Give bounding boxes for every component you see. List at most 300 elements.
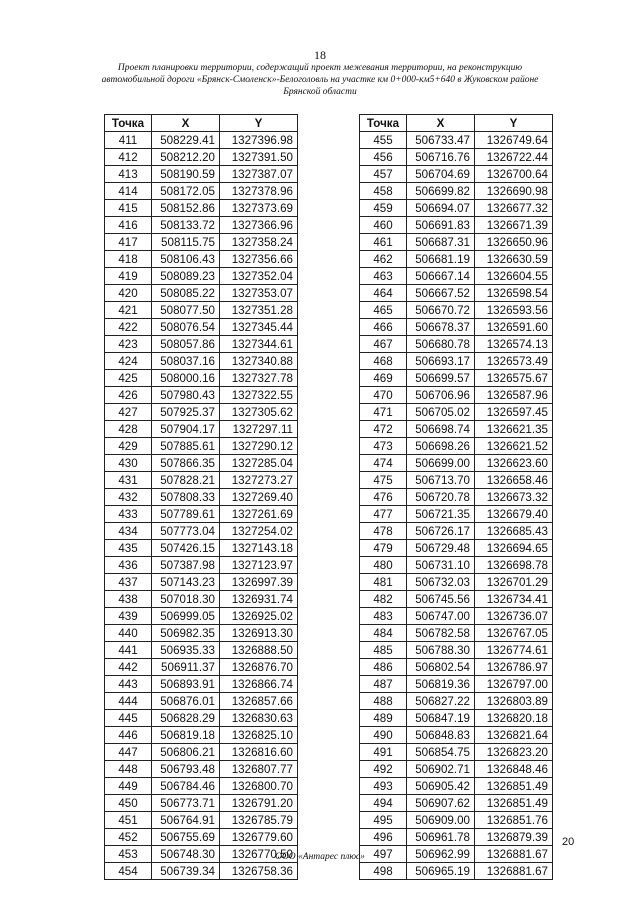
y-coordinate: 1326671.39 (475, 217, 553, 234)
table-row (105, 438, 298, 455)
y-coordinate: 1327305.62 (220, 404, 298, 421)
x-coordinate: 507773.04 (152, 523, 220, 540)
y-coordinate: 1327352.04 (220, 268, 298, 285)
y-coordinate: 1326598.54 (475, 285, 553, 302)
x-coordinate: 506670.72 (407, 302, 475, 319)
point-number: 473 (360, 438, 407, 455)
table-row (360, 642, 553, 659)
y-coordinate: 1326736.07 (475, 608, 553, 625)
point-number: 453 (105, 846, 152, 863)
point-number: 423 (105, 336, 152, 353)
point-number: 411 (105, 132, 152, 149)
table-row (105, 353, 298, 370)
y-coordinate: 1326673.32 (475, 489, 553, 506)
y-coordinate: 1327366.96 (220, 217, 298, 234)
point-number: 430 (105, 455, 152, 472)
x-coordinate: 506729.48 (407, 540, 475, 557)
point-number: 454 (105, 863, 152, 880)
table-row (360, 370, 553, 387)
y-coordinate: 1326925.02 (220, 608, 298, 625)
point-number: 475 (360, 472, 407, 489)
table-row (360, 251, 553, 268)
y-coordinate: 1327273.27 (220, 472, 298, 489)
x-coordinate: 506911.37 (152, 659, 220, 676)
x-coordinate: 508037.16 (152, 353, 220, 370)
x-coordinate: 506691.83 (407, 217, 475, 234)
y-coordinate: 1326881.67 (475, 846, 553, 863)
y-coordinate: 1326700.64 (475, 166, 553, 183)
table-row (105, 863, 298, 880)
x-coordinate: 506678.37 (407, 319, 475, 336)
point-number: 446 (105, 727, 152, 744)
x-coordinate: 506905.42 (407, 778, 475, 795)
point-number: 448 (105, 761, 152, 778)
x-coordinate: 506784.46 (152, 778, 220, 795)
y-coordinate: 1327373.69 (220, 200, 298, 217)
point-number: 468 (360, 353, 407, 370)
x-coordinate: 508212.20 (152, 149, 220, 166)
x-coordinate: 506827.22 (407, 693, 475, 710)
point-number: 479 (360, 540, 407, 557)
y-coordinate: 1326785.79 (220, 812, 298, 829)
point-number: 486 (360, 659, 407, 676)
point-number: 498 (360, 863, 407, 880)
point-number: 452 (105, 829, 152, 846)
x-coordinate: 507925.37 (152, 404, 220, 421)
x-coordinate: 508172.05 (152, 183, 220, 200)
table-row (105, 200, 298, 217)
x-coordinate: 506748.30 (152, 846, 220, 863)
point-number: 415 (105, 200, 152, 217)
x-coordinate: 506893.91 (152, 676, 220, 693)
point-number: 465 (360, 302, 407, 319)
y-coordinate: 1326591.60 (475, 319, 553, 336)
x-coordinate: 506720.78 (407, 489, 475, 506)
y-coordinate: 1327391.50 (220, 149, 298, 166)
y-coordinate: 1327322.55 (220, 387, 298, 404)
table-row (105, 132, 298, 149)
table-row (105, 234, 298, 251)
y-coordinate: 1326816.60 (220, 744, 298, 761)
table-row (360, 285, 553, 302)
x-coordinate: 507143.23 (152, 574, 220, 591)
table-row (105, 183, 298, 200)
table-row (360, 523, 553, 540)
point-number: 461 (360, 234, 407, 251)
table-row (105, 574, 298, 591)
y-coordinate: 1326690.98 (475, 183, 553, 200)
document-header (100, 62, 540, 98)
point-number: 488 (360, 693, 407, 710)
table-row (360, 404, 553, 421)
y-coordinate: 1326677.32 (475, 200, 553, 217)
table-row (360, 217, 553, 234)
x-coordinate: 506667.14 (407, 268, 475, 285)
point-number: 496 (360, 829, 407, 846)
y-coordinate: 1327345.44 (220, 319, 298, 336)
x-coordinate: 508106.43 (152, 251, 220, 268)
x-coordinate: 506793.48 (152, 761, 220, 778)
table-row (105, 608, 298, 625)
y-coordinate: 1326851.49 (475, 778, 553, 795)
y-coordinate: 1326997.39 (220, 574, 298, 591)
table-row (105, 812, 298, 829)
point-number: 429 (105, 438, 152, 455)
table-row (360, 234, 553, 251)
table-row (105, 149, 298, 166)
x-coordinate: 508152.86 (152, 200, 220, 217)
point-number: 425 (105, 370, 152, 387)
x-coordinate: 507808.33 (152, 489, 220, 506)
table-row (360, 200, 553, 217)
y-coordinate: 1326851.76 (475, 812, 553, 829)
x-coordinate: 506999.05 (152, 608, 220, 625)
point-number: 487 (360, 676, 407, 693)
x-coordinate: 506705.02 (407, 404, 475, 421)
y-coordinate: 1326913.30 (220, 625, 298, 642)
y-coordinate: 1326931.74 (220, 591, 298, 608)
y-coordinate: 1327285.04 (220, 455, 298, 472)
point-number: 432 (105, 489, 152, 506)
table-row (360, 608, 553, 625)
point-number: 484 (360, 625, 407, 642)
x-coordinate: 506747.00 (407, 608, 475, 625)
x-coordinate: 507828.21 (152, 472, 220, 489)
x-coordinate: 507387.98 (152, 557, 220, 574)
y-coordinate: 1326734.41 (475, 591, 553, 608)
x-coordinate: 506773.71 (152, 795, 220, 812)
point-number: 450 (105, 795, 152, 812)
x-coordinate: 507789.61 (152, 506, 220, 523)
table-row (360, 812, 553, 829)
table-row (360, 574, 553, 591)
document-footer: ООО «Антарес плюс» (275, 852, 365, 862)
x-coordinate: 506694.07 (407, 200, 475, 217)
table-row (360, 455, 553, 472)
y-coordinate: 1326807.77 (220, 761, 298, 778)
y-coordinate: 1326786.97 (475, 659, 553, 676)
point-number: 485 (360, 642, 407, 659)
point-number: 459 (360, 200, 407, 217)
point-number: 436 (105, 557, 152, 574)
x-coordinate: 506962.99 (407, 846, 475, 863)
table-row (105, 727, 298, 744)
x-coordinate: 506704.69 (407, 166, 475, 183)
table-row (105, 489, 298, 506)
y-coordinate: 1326779.60 (220, 829, 298, 846)
x-coordinate: 506706.96 (407, 387, 475, 404)
y-coordinate: 1327387.07 (220, 166, 298, 183)
x-coordinate: 506935.33 (152, 642, 220, 659)
table-row (360, 183, 553, 200)
y-coordinate: 1326791.20 (220, 795, 298, 812)
x-coordinate: 506745.56 (407, 591, 475, 608)
table-row (360, 557, 553, 574)
x-coordinate: 508190.59 (152, 166, 220, 183)
point-number: 412 (105, 149, 152, 166)
y-coordinate: 1326803.89 (475, 693, 553, 710)
x-coordinate: 506782.58 (407, 625, 475, 642)
y-coordinate: 1327340.88 (220, 353, 298, 370)
point-number: 422 (105, 319, 152, 336)
y-coordinate: 1326800.70 (220, 778, 298, 795)
point-number: 437 (105, 574, 152, 591)
table-row (105, 319, 298, 336)
x-coordinate: 506907.62 (407, 795, 475, 812)
x-coordinate: 506667.52 (407, 285, 475, 302)
point-number: 481 (360, 574, 407, 591)
point-number: 447 (105, 744, 152, 761)
table-row (360, 778, 553, 795)
table-row (360, 795, 553, 812)
x-coordinate: 508057.86 (152, 336, 220, 353)
table-row (105, 642, 298, 659)
y-coordinate: 1326575.67 (475, 370, 553, 387)
y-coordinate: 1326830.63 (220, 710, 298, 727)
table-row (360, 166, 553, 183)
x-coordinate: 508077.50 (152, 302, 220, 319)
table-row (105, 625, 298, 642)
table-row (105, 421, 298, 438)
y-coordinate: 1327123.97 (220, 557, 298, 574)
x-coordinate: 506806.21 (152, 744, 220, 761)
point-number: 439 (105, 608, 152, 625)
x-coordinate: 506847.19 (407, 710, 475, 727)
y-coordinate: 1326694.65 (475, 540, 553, 557)
point-number: 440 (105, 625, 152, 642)
x-coordinate: 506699.82 (407, 183, 475, 200)
x-coordinate: 506982.35 (152, 625, 220, 642)
y-coordinate: 1326821.64 (475, 727, 553, 744)
y-coordinate: 1326825.10 (220, 727, 298, 744)
table-row (360, 829, 553, 846)
y-coordinate: 1326876.70 (220, 659, 298, 676)
y-coordinate: 1326888.50 (220, 642, 298, 659)
point-number: 460 (360, 217, 407, 234)
table-row (360, 336, 553, 353)
y-coordinate: 1327254.02 (220, 523, 298, 540)
point-number: 463 (360, 268, 407, 285)
header-x: X (152, 115, 220, 132)
point-number: 442 (105, 659, 152, 676)
table-row (360, 353, 553, 370)
header-point: Точка (360, 115, 407, 132)
point-number: 413 (105, 166, 152, 183)
point-number: 477 (360, 506, 407, 523)
x-coordinate: 506902.71 (407, 761, 475, 778)
y-coordinate: 1326679.40 (475, 506, 553, 523)
x-coordinate: 508000.16 (152, 370, 220, 387)
x-coordinate: 506876.01 (152, 693, 220, 710)
x-coordinate: 506732.03 (407, 574, 475, 591)
table-row (105, 693, 298, 710)
y-coordinate: 1326749.64 (475, 132, 553, 149)
table-row (105, 268, 298, 285)
x-coordinate: 506681.19 (407, 251, 475, 268)
y-coordinate: 1326851.49 (475, 795, 553, 812)
y-coordinate: 1326722.44 (475, 149, 553, 166)
table-row (105, 302, 298, 319)
y-coordinate: 1326597.45 (475, 404, 553, 421)
point-number: 433 (105, 506, 152, 523)
y-coordinate: 1327353.07 (220, 285, 298, 302)
x-coordinate: 506819.18 (152, 727, 220, 744)
x-coordinate: 506788.30 (407, 642, 475, 659)
x-coordinate: 506755.69 (152, 829, 220, 846)
y-coordinate: 1327358.24 (220, 234, 298, 251)
x-coordinate: 506687.31 (407, 234, 475, 251)
point-number: 418 (105, 251, 152, 268)
x-coordinate: 506680.78 (407, 336, 475, 353)
y-coordinate: 1326767.05 (475, 625, 553, 642)
table-row (360, 319, 553, 336)
table-row (105, 387, 298, 404)
x-coordinate: 508076.54 (152, 319, 220, 336)
point-number: 464 (360, 285, 407, 302)
x-coordinate: 506733.47 (407, 132, 475, 149)
table-row (105, 591, 298, 608)
point-number: 472 (360, 421, 407, 438)
x-coordinate: 508115.75 (152, 234, 220, 251)
table-row (360, 149, 553, 166)
page-number-top: 18 (314, 48, 326, 62)
x-coordinate: 506739.34 (152, 863, 220, 880)
table-row (105, 829, 298, 846)
table-row (360, 302, 553, 319)
point-number: 444 (105, 693, 152, 710)
header-point: Точка (105, 115, 152, 132)
y-coordinate: 1326701.29 (475, 574, 553, 591)
x-coordinate: 508085.22 (152, 285, 220, 302)
point-number: 417 (105, 234, 152, 251)
point-number: 491 (360, 744, 407, 761)
x-coordinate: 508229.41 (152, 132, 220, 149)
table-row (360, 761, 553, 778)
table-row (105, 761, 298, 778)
table-row (360, 387, 553, 404)
table-row (105, 557, 298, 574)
y-coordinate: 1326573.49 (475, 353, 553, 370)
y-coordinate: 1326774.61 (475, 642, 553, 659)
y-coordinate: 1326881.67 (475, 863, 553, 880)
table-row (105, 540, 298, 557)
table-row (360, 693, 553, 710)
table-header-row (360, 115, 553, 132)
y-coordinate: 1326593.56 (475, 302, 553, 319)
x-coordinate: 506802.54 (407, 659, 475, 676)
x-coordinate: 506854.75 (407, 744, 475, 761)
y-coordinate: 1326823.20 (475, 744, 553, 761)
y-coordinate: 1327297.11 (220, 421, 298, 438)
y-coordinate: 1327378.96 (220, 183, 298, 200)
y-coordinate: 1327143.18 (220, 540, 298, 557)
x-coordinate: 507018.30 (152, 591, 220, 608)
y-coordinate: 1326621.35 (475, 421, 553, 438)
x-coordinate: 508133.72 (152, 217, 220, 234)
x-coordinate: 506699.57 (407, 370, 475, 387)
page-number-bottom: 20 (562, 836, 575, 848)
header-line-1: Проект планировки территории, содержащий проект межевания территории, на реконструкцию (117, 63, 523, 73)
x-coordinate: 506693.17 (407, 353, 475, 370)
point-number: 431 (105, 472, 152, 489)
point-number: 457 (360, 166, 407, 183)
point-number: 434 (105, 523, 152, 540)
x-coordinate: 506699.00 (407, 455, 475, 472)
x-coordinate: 506848.83 (407, 727, 475, 744)
point-number: 419 (105, 268, 152, 285)
x-coordinate: 506731.10 (407, 557, 475, 574)
x-coordinate: 506713.70 (407, 472, 475, 489)
x-coordinate: 508089.23 (152, 268, 220, 285)
point-number: 469 (360, 370, 407, 387)
table-row (105, 795, 298, 812)
x-coordinate: 506726.17 (407, 523, 475, 540)
header-line-3: Брянской области (283, 87, 357, 97)
table-row (360, 676, 553, 693)
point-number: 426 (105, 387, 152, 404)
table-row (360, 132, 553, 149)
table-row (105, 523, 298, 540)
table-row (360, 625, 553, 642)
table-row (105, 710, 298, 727)
table-row (360, 744, 553, 761)
point-number: 456 (360, 149, 407, 166)
table-row (105, 336, 298, 353)
y-coordinate: 1326685.43 (475, 523, 553, 540)
point-number: 421 (105, 302, 152, 319)
table-row (360, 268, 553, 285)
y-coordinate: 1326587.96 (475, 387, 553, 404)
table-row (105, 472, 298, 489)
point-number: 438 (105, 591, 152, 608)
x-coordinate: 506698.74 (407, 421, 475, 438)
y-coordinate: 1326623.60 (475, 455, 553, 472)
point-number: 471 (360, 404, 407, 421)
x-coordinate: 506819.36 (407, 676, 475, 693)
table-row (360, 489, 553, 506)
point-number: 478 (360, 523, 407, 540)
y-coordinate: 1326650.96 (475, 234, 553, 251)
y-coordinate: 1327351.28 (220, 302, 298, 319)
point-number: 492 (360, 761, 407, 778)
y-coordinate: 1327327.78 (220, 370, 298, 387)
header-y: Y (475, 115, 553, 132)
point-number: 420 (105, 285, 152, 302)
y-coordinate: 1326698.78 (475, 557, 553, 574)
point-number: 495 (360, 812, 407, 829)
x-coordinate: 507885.61 (152, 438, 220, 455)
point-number: 416 (105, 217, 152, 234)
point-number: 493 (360, 778, 407, 795)
table-row (105, 506, 298, 523)
table-row (360, 727, 553, 744)
point-number: 480 (360, 557, 407, 574)
point-number: 424 (105, 353, 152, 370)
x-coordinate: 506909.00 (407, 812, 475, 829)
y-coordinate: 1327396.98 (220, 132, 298, 149)
table-row (105, 166, 298, 183)
x-coordinate: 507980.43 (152, 387, 220, 404)
table-row (105, 370, 298, 387)
point-number: 466 (360, 319, 407, 336)
table-row (105, 251, 298, 268)
point-number: 449 (105, 778, 152, 795)
point-number: 497 (360, 846, 407, 863)
table-row (360, 710, 553, 727)
y-coordinate: 1326820.18 (475, 710, 553, 727)
table-row (360, 540, 553, 557)
table-row (105, 285, 298, 302)
